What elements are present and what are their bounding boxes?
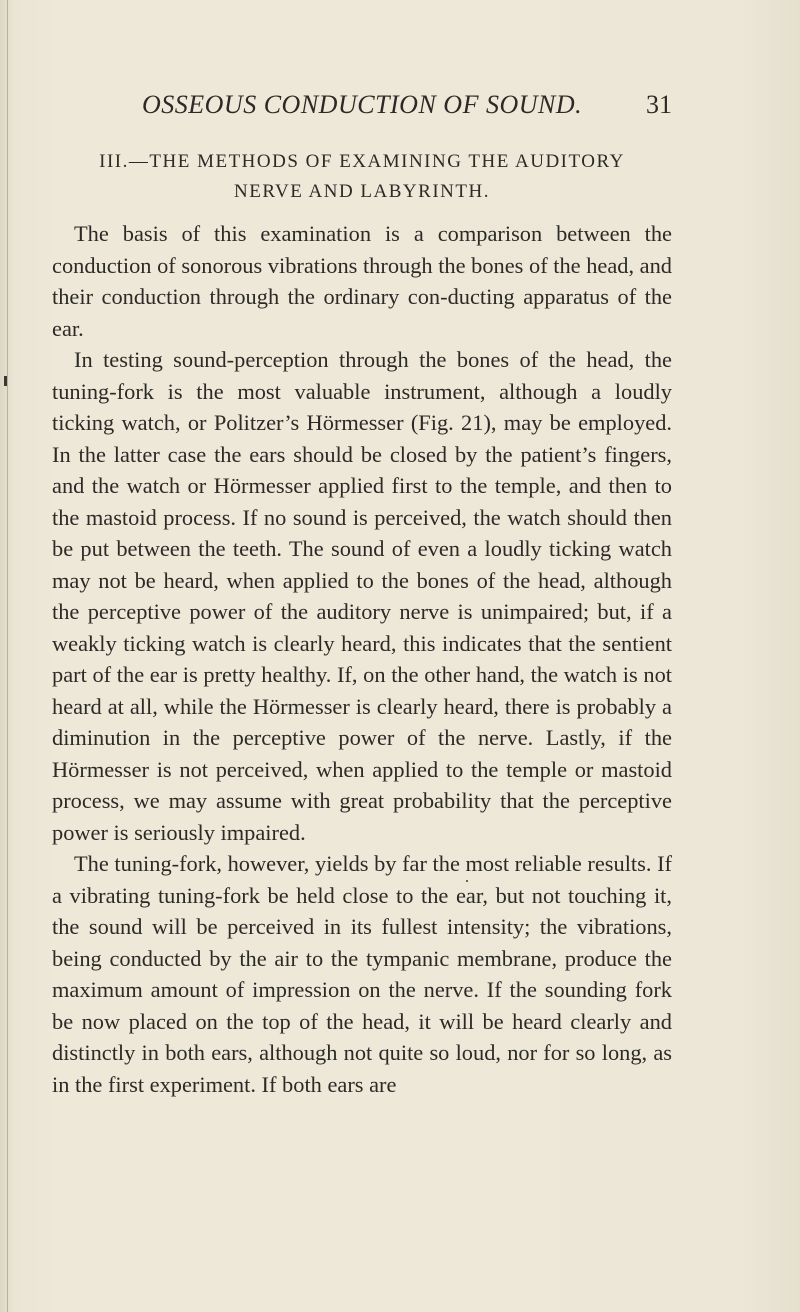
margin-mark [4, 376, 7, 386]
section-heading-line-2: NERVE AND LABYRINTH. [234, 181, 490, 202]
paragraph-2: In testing sound-perception through the bones of the head, the tuning-fork is the most valuable instrument, although a loudly ticking watch, or Politzer’s Hörmesser (Fig. 21), may be employed. In the latter case the ears should be closed by the patient’s fingers, and the watch or Hörmesser applied first to the temple, and then to the mastoid process. If no sound is perceived, the watch should then be put between the teeth. The sound of even a loudly ticking watch may not be heard, when applied to the bones of the head, although the perceptive power of the auditory nerve is unimpaired; but, if a weakly ticking watch is clearly heard, this indicates that the sentient part of the ear is pretty healthy. If, on the other hand, the watch is not heard at all, while the Hörmesser is clearly heard, there is probably a diminution in the perceptive power of the nerve. Lastly, if the Hörmesser is not perceived, when applied to the temple or mastoid process, we may assume with great probability that the perceptive power is seriously impaired. [52, 347, 672, 845]
paragraph-1: The basis of this examination is a comparison between the conduction of sonorous vibrations through the bones of the head, and their conduction through the ordinary con-ducting apparatus of the ear. [52, 221, 672, 341]
paragraph-3: The tuning-fork, however, yields by far the most reliable results. If a vibrating tuning-fork be held close to the ear, but not touching it, the sound will be perceived in its fullest intensity; the vibrations, being conducted by the air to the tympanic membrane, produce the maximum amount of impression on the nerve. If the sounding fork be now placed on the top of the head, it will be heard clearly and distinctly in both ears, although not quite so loud, nor for so long, as in the first experiment. If both ears are [52, 851, 672, 1097]
section-heading [52, 147, 672, 207]
running-head [52, 90, 672, 130]
running-title: OSSEOUS CONDUCTION OF SOUND. [142, 90, 583, 119]
section-heading-line-1: III.—THE METHODS OF EXAMINING THE AUDITORY [99, 151, 625, 172]
body-text [52, 218, 672, 1100]
page-number: 31 [646, 90, 672, 119]
binding-edge [7, 0, 8, 1312]
